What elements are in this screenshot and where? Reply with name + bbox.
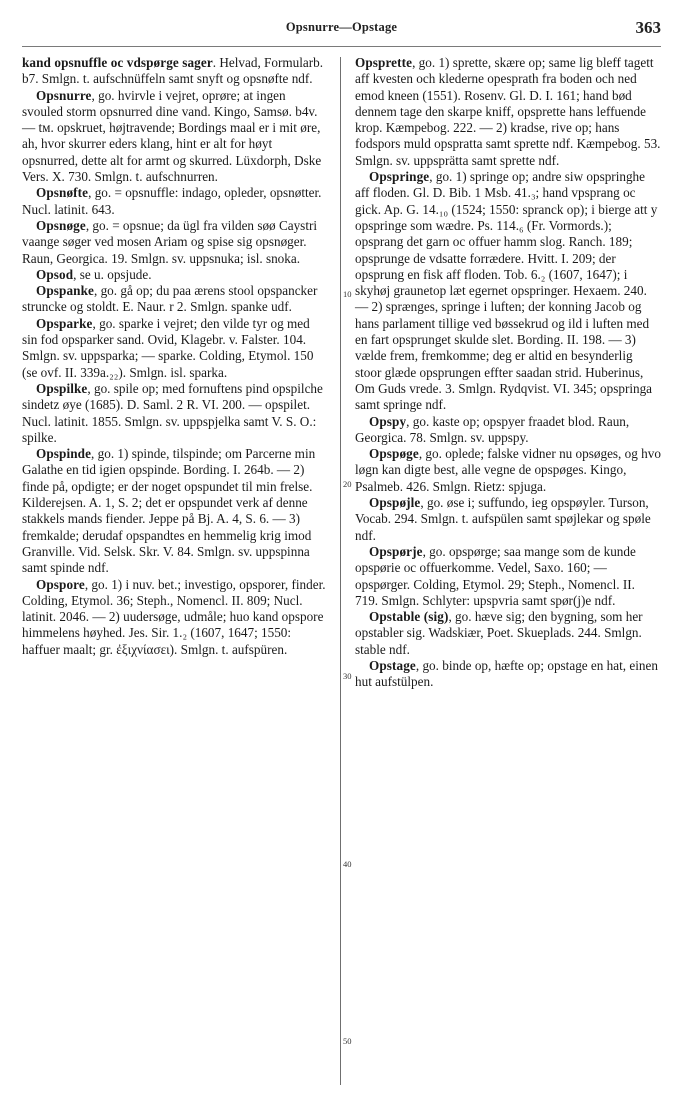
line-number-50: 50 <box>343 1036 352 1046</box>
entry-opsprette: Opsprette, go. 1) sprette, skære op; same lig bleff tagett aff kvesten och klederne opesprath fra boden och ned emod kneen (1551). Rosenv. Gl. D. I. 161; hand bød dennem tage den skarpe kniff, opsprette hans leffuende krop. Kæmpebog. 222. — 2) kradse, rive op; hans fodspors muld opspratta samt sprette ndf. Kæmpebog. 53. Smlgn. sv. uppsprätta samt sprette ndf. <box>355 55 661 168</box>
headword: Opsod <box>36 266 74 282</box>
headword: Opspørje <box>369 543 423 559</box>
headword: Opspinde <box>36 446 92 462</box>
page-header <box>22 18 661 44</box>
line-number-10: 10 <box>343 289 352 299</box>
entry-opspanke: Opspanke, go. gå op; du paa ærens stool opspancker struncke og stoldt. E. Naur. r 2. Smlgn. spanke udf. <box>22 283 318 315</box>
headword: Opstable (sig) <box>369 609 449 625</box>
headword: Opsprette <box>355 55 413 70</box>
line-number-30: 30 <box>343 671 352 681</box>
headword: Opspy <box>369 413 407 429</box>
entry-opspilke: Opspilke, go. spile op; med fornuftens pind opspilche sindetz øye (1685). D. Saml. 2 R. VI. 200. — opspilet. Nucl. latinit. 1855. Smlgn. sv. uppspjelka samt V. S. O.: spilke. <box>22 380 323 445</box>
entry-opspringe: Opspringe, go. 1) springe op; andre siw opspringhe aff floden. Gl. D. Bib. 1 Msb. 41.₃; hand vpsprang oc gick. Ap. G. 14.₁₀ (1524; 1550: spranck op); i bierge att y opspringe som wædre. Ps. 114.₆ (Fr. Vormords.); opsprang det garn oc offuer hamm slog. Ranch. 189; opsprunge de vdsatte forrædere. Hvitt. I. 209; der opsprung en fisk aff floden. Tob. 6.₂ (1607, 1647); i skyhøj graunetop læt egernet opspringer. Hexaem. 240. — 2) sprænges, springe i luften; der konning Jacob og hans parlament tillige ved bøssekrud og ild i luften med en fart opsprunget skulde slet. Bording. II. 198. — 3) vælde frem, fremkomme; deg er altid en besynderlig stoor glæde opsprungen effter saadan strid. Huberinus, Om Guds vrede. 3. Smlgn. Rydqvist. VI. 345; opspringa samt springe ndf. <box>355 169 658 413</box>
entry-opspinde: Opspinde, go. 1) spinde, tilspinde; om Parcerne min Galathe en tid igien opspinde. Bording. I. 264b. — 2) finde på, opdigte; er der noget opspundet til min frelse. Kilderejsen. A. 1, S. 2; det er opspundet verk af denne stakkels mands fiender. Jeppe på Bj. A. 4, S. 6. — 3) fremkalde; derudaf opspandtes en hemmelig krig imod Granville. Vid. Selsk. Skr. V. 84. Smlgn. sv. uppspinna samt spinde ndf. <box>22 446 316 576</box>
running-head: Opsnurre—Opstage <box>285 20 398 34</box>
entry-opsporje: Opspørje, go. opspørge; saa mange som de kunde opspørie oc offuerkomme. Vedel, Saxo. 160; — opspørger. Colding, Etymol. 29; Steph., Nomencl. II. 719. Smlgn. Schlyter: upspvria samt spør(j)e ndf. <box>355 543 636 608</box>
header-rule <box>22 46 661 47</box>
two-column-body <box>22 55 661 1085</box>
entry-opspy: Opspy, go. kaste op; opspyer fraadet blod. Raun, Georgica. 78. Smlgn. sv. uppspy. <box>355 413 630 445</box>
headword: kand opsnuffle oc vdspørge sager <box>22 55 213 70</box>
headword: Opsnøge <box>36 217 86 233</box>
headword: Opsnøfte <box>36 185 89 201</box>
page-number: 363 <box>635 18 661 37</box>
entry-opsnuffle: kand opsnuffle oc vdspørge sager. Helvad, Formularb. b7. Smlgn. t. aufschnüffeln samt snyft og opsnøfte ndf. <box>22 55 324 87</box>
right-column <box>341 55 661 1085</box>
entry-opsnofte: Opsnøfte, go. = opsnuffle: indago, opleder, opsnøtter. Nucl. latinit. 643. <box>22 185 322 217</box>
entry-opspojle: Opspøjle, go. øse i; suffundo, ieg opspøyler. Turson, Vocab. 294. Smlgn. t. aufspülen samt spøjlekar og spøle ndf. <box>355 495 651 543</box>
entry-opsod: Opsod, se u. opsjude. <box>36 266 152 282</box>
entry-opspoge: Opspøge, go. oplede; falske vidner nu opsøges, og hvo løgn kan digte best, alle vegne de opspøges. Kingo, Psalmeb. 426. Smlgn. Rietz: spjuga. <box>355 446 661 494</box>
line-number-20: 20 <box>343 479 352 489</box>
headword: Opstage <box>369 657 416 673</box>
headword: Opspøjle <box>369 495 421 511</box>
entry-opspore: Opspore, go. 1) i nuv. bet.; investigo, opsporer, finder. Colding, Etymol. 36; Steph., Nomencl. II. 809; Nucl. latinit. 2046. — 2) uudersøge, udmåle; huo kand opspore himmelens høyhed. Jes. Sir. 1.₂ (1607, 1647; 1550: haffuer maalt; gr. ἐξιχνίασει). Smlgn. t. aufspüren. <box>22 576 326 657</box>
headword: Opspore <box>36 576 85 592</box>
entry-opsparke: Opsparke, go. sparke i vejret; den vilde tyr og med sin fod opsparker sand. Ovid, Klagebr. v. Falster. 104. Smlgn. sv. uppsparka; — sparke. Colding, Etymol. 150 (se ovf. II. 339a.₂₂). Smlgn. isl. sparka. <box>22 315 314 380</box>
headword: Opspanke <box>36 283 94 299</box>
headword: Opsnurre <box>36 87 92 103</box>
entry-opstage: Opstage, go. binde op, hæfte op; opstage en hat, einen hut aufstülpen. <box>355 657 658 690</box>
left-column <box>22 55 340 1085</box>
headword: Opsparke <box>36 315 93 331</box>
headword: Opspilke <box>36 380 88 396</box>
line-number-40: 40 <box>343 859 352 869</box>
headword: Opspringe <box>369 169 430 185</box>
entry-opsnurre: Opsnurre, go. hvirvle i vejret, oprøre; at ingen svouled storm opsnurred dine vand. Kingo, Samsø. b4v. — tм. opskruet, højtravende; Bordings maal er i mit øre, ah, hvor skurrer eders klang, hint er alt for høyt opsnurred, dette alt for armt og skurred. Lüxdorph, Dske Vers. X. 730. Smlgn. t. aufschnurren. <box>22 87 322 185</box>
entry-opsnoge: Opsnøge, go. = opsnue; da ügl fra vilden søø Caystri vaange søger ved mosen Ariam og spise sig opsnøger. Raun, Georgica. 19. Smlgn. sv. uppsnuka; isl. snoka. <box>22 217 318 266</box>
entry-opstable: Opstable (sig), go. hæve sig; den bygning, som her opstabler sig. Wadskiær, Poet. Skueplads. 244. Smlgn. stable ndf. <box>355 609 643 657</box>
headword: Opspøge <box>369 446 419 462</box>
